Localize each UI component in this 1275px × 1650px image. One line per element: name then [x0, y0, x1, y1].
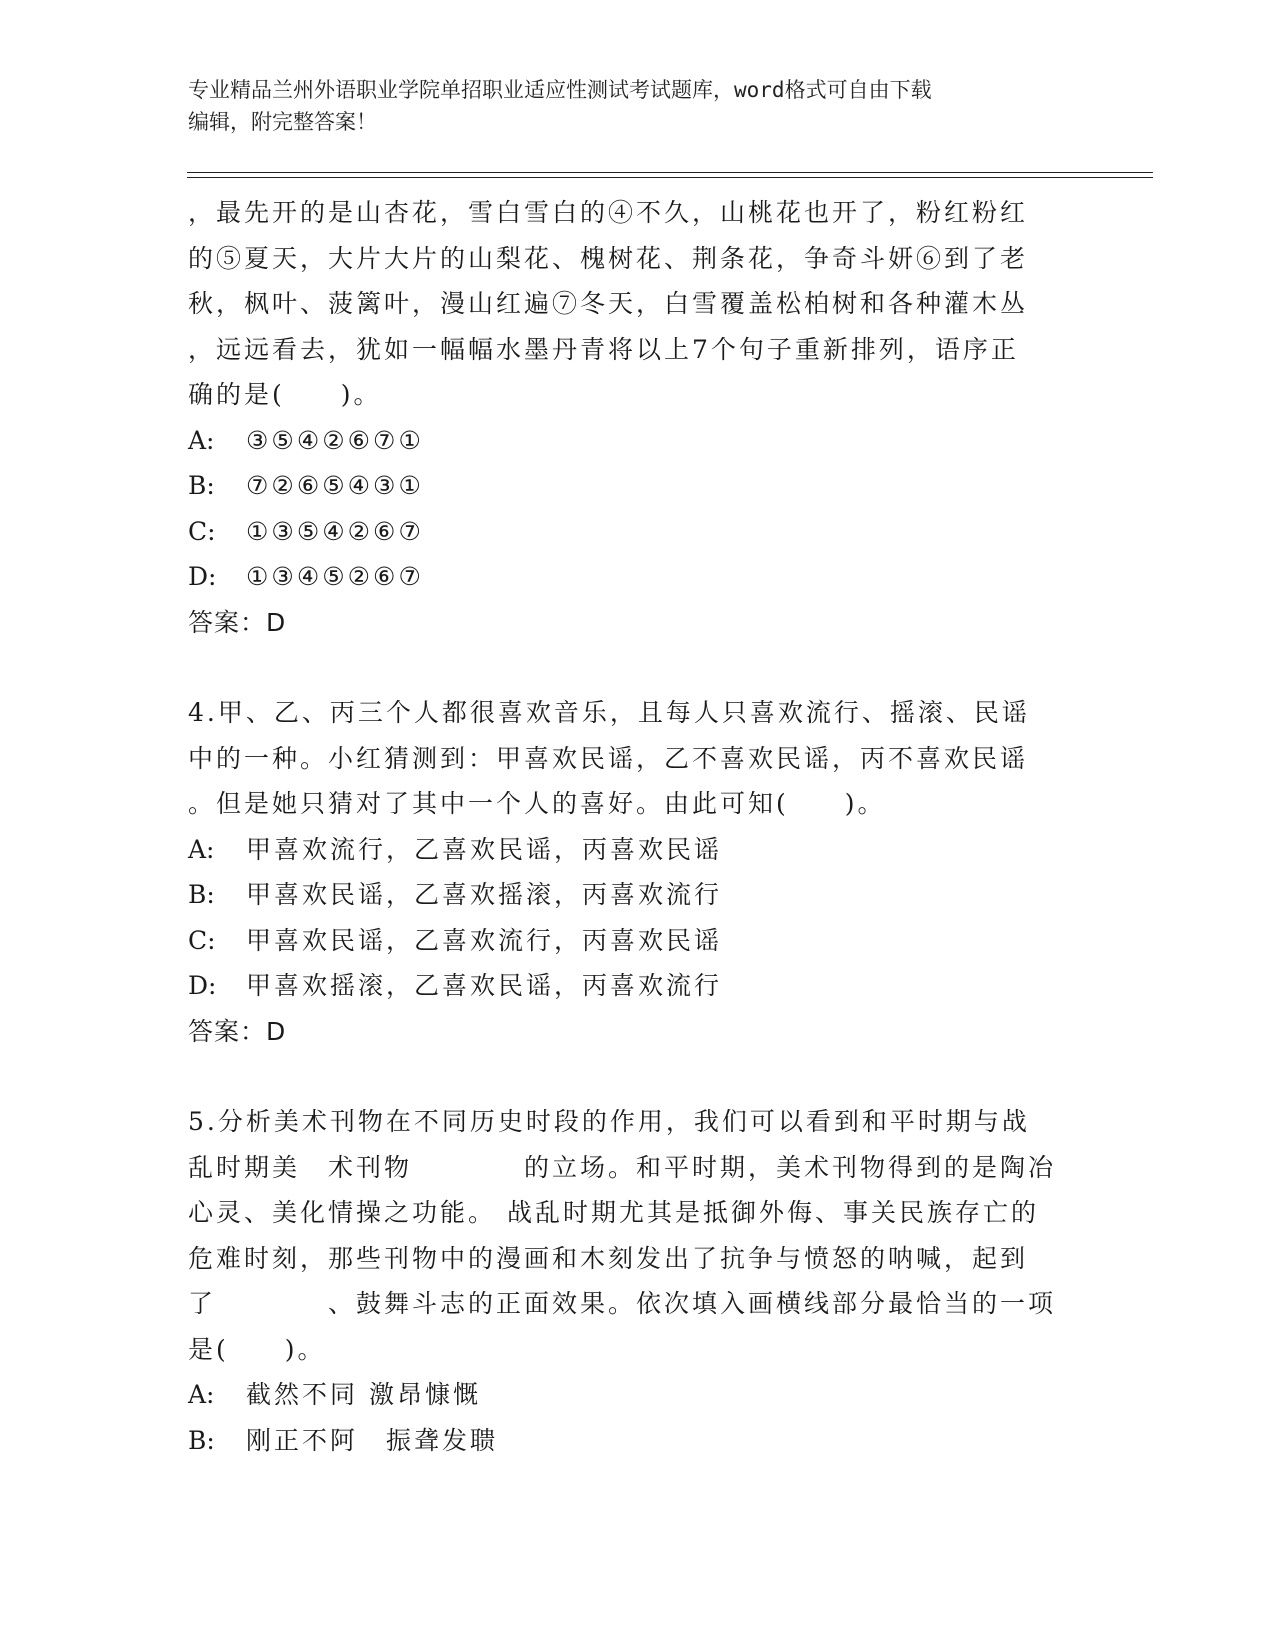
option-label: C: — [188, 925, 216, 955]
header-line-2: 编辑，附完整答案！ — [188, 110, 377, 134]
question-3 — [188, 190, 1088, 645]
option-label: B: — [188, 471, 215, 500]
answer-line: 答案：D — [188, 607, 287, 637]
question-4 — [188, 690, 1088, 1054]
document-body — [188, 190, 1088, 1463]
question-text-line: ，远远看去，犹如一幅幅水墨丹青将以上7个句子重新排列，语序正 — [188, 334, 1019, 364]
question-text-line: 心灵、美化情操之功能。 战乱时期尤其是抵御外侮、事关民族存亡的 — [188, 1198, 1039, 1227]
option-label: B: — [188, 880, 215, 909]
question-text-line: 5.分析美术刊物在不同历史时段的作用，我们可以看到和平时期与战 — [188, 1107, 1030, 1136]
option-d — [188, 963, 1088, 1009]
option-c — [188, 509, 1088, 555]
option-a — [188, 1372, 1088, 1418]
question-text-line: 的⑤夏天，大片大片的山梨花、槐树花、荆条花，争奇斗妍⑥到了老 — [188, 243, 1029, 273]
header-line-1: 专业精品兰州外语职业学院单招职业适应性测试考试题库，word格式可自由下载 — [188, 78, 932, 102]
question-text-line: 危难时刻，那些刊物中的漫画和木刻发出了抗争与愤怒的呐喊，起到 — [188, 1243, 1029, 1273]
option-text: ①③④⑤②⑥⑦ — [246, 562, 424, 591]
option-a — [188, 418, 1088, 464]
option-text: 甲喜欢民谣，乙喜欢摇滚，丙喜欢流行 — [246, 880, 723, 909]
option-text: 甲喜欢摇滚，乙喜欢民谣，丙喜欢流行 — [246, 971, 723, 1000]
option-label: C: — [188, 516, 216, 546]
option-label: D: — [188, 562, 217, 591]
question-text-line: 确的是( )。 — [188, 380, 382, 409]
option-d — [188, 554, 1088, 600]
spacer — [188, 645, 1088, 690]
spacer — [188, 1054, 1088, 1099]
option-text: ③⑤④②⑥⑦① — [246, 425, 424, 455]
option-label: A: — [188, 425, 215, 455]
option-text: 甲喜欢流行，乙喜欢民谣，丙喜欢民谣 — [246, 834, 723, 864]
question-text-line: 是( )。 — [188, 1334, 326, 1364]
question-text-line: 4.甲、乙、丙三个人都很喜欢音乐，且每人只喜欢流行、摇滚、民谣 — [188, 698, 1030, 727]
option-c — [188, 918, 1088, 964]
header-rule-top — [187, 172, 1153, 173]
question-text-line: 了 、鼓舞斗志的正面效果。依次填入画横线部分最恰当的一项 — [188, 1289, 1057, 1318]
question-text-line: 秋，枫叶、菠篱叶，漫山红遍⑦冬天，白雪覆盖松柏树和各种灌木丛 — [188, 289, 1029, 318]
question-text-line: ，最先开的是山杏花，雪白雪白的④不久，山桃花也开了，粉红粉红 — [188, 198, 1029, 227]
option-b — [188, 872, 1088, 918]
option-text: 截然不同 激昂慷慨 — [246, 1380, 481, 1409]
answer-line: 答案：D — [188, 1016, 287, 1046]
option-label: A: — [188, 1380, 215, 1409]
question-text-line: 乱时期美 术刊物 的立场。和平时期，美术刊物得到的是陶冶 — [188, 1152, 1057, 1182]
question-text-line: 。但是她只猜对了其中一个人的喜好。由此可知( )。 — [188, 789, 886, 818]
option-label: D: — [188, 971, 217, 1000]
option-b — [188, 1418, 1088, 1464]
question-text-line: 中的一种。小红猜测到：甲喜欢民谣，乙不喜欢民谣，丙不喜欢民谣 — [188, 743, 1029, 773]
page-header — [188, 74, 1068, 138]
header-rule-bottom — [187, 177, 1153, 178]
option-label: B: — [188, 1425, 215, 1455]
option-label: A: — [188, 834, 215, 864]
option-text: 刚正不阿 振聋发聩 — [246, 1425, 499, 1455]
option-text: ⑦②⑥⑤④③① — [246, 471, 424, 500]
question-5 — [188, 1099, 1088, 1463]
option-text: ①③⑤④②⑥⑦ — [246, 516, 424, 546]
option-a — [188, 827, 1088, 873]
option-b — [188, 463, 1088, 509]
option-text: 甲喜欢民谣，乙喜欢流行，丙喜欢民谣 — [246, 925, 723, 955]
